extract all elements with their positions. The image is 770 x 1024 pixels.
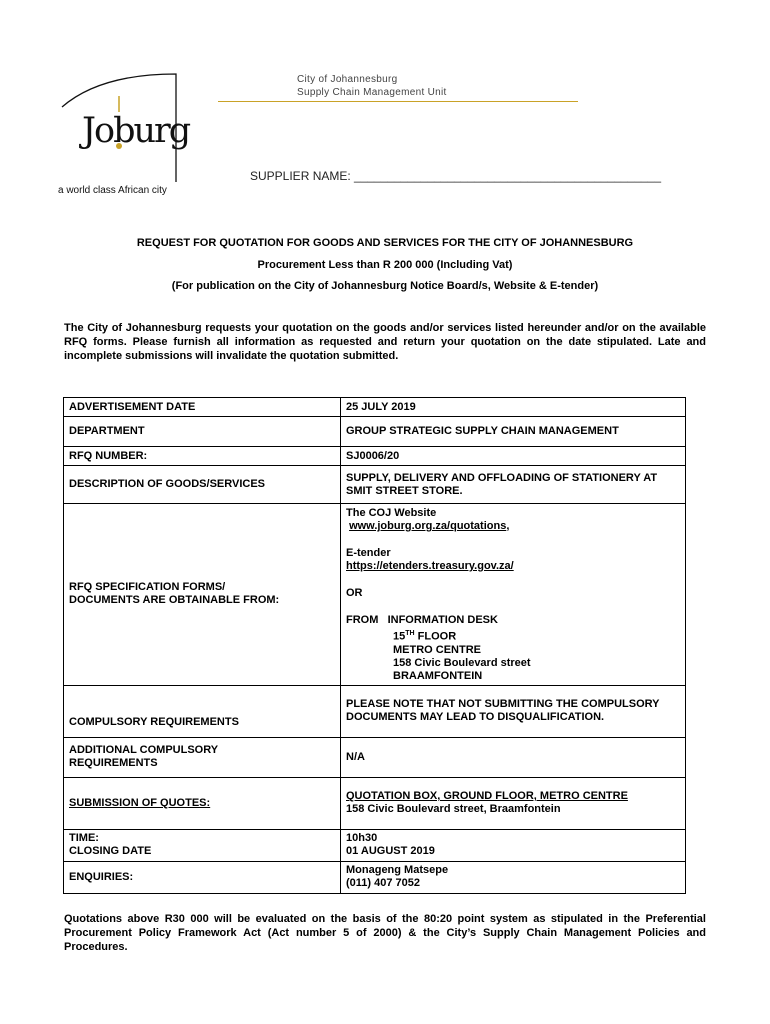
org-unit: Supply Chain Management Unit — [297, 87, 447, 98]
submission-line: 158 Civic Boulevard street, Braamfontein — [346, 803, 561, 816]
additional-label — [64, 737, 341, 777]
website-label: The COJ Website — [346, 507, 437, 519]
rfq-number-value: SJ0006/20 — [341, 447, 686, 466]
table-row — [64, 829, 686, 861]
header-rule — [218, 101, 578, 102]
table-row — [64, 466, 686, 504]
enquiries-contact: Monageng Matsepe — [346, 864, 449, 877]
advert-date-label: ADVERTISEMENT DATE — [64, 398, 341, 417]
table-row — [64, 504, 686, 686]
additional-label-line: REQUIREMENTS — [69, 757, 158, 770]
address-line: METRO CENTRE — [393, 643, 481, 656]
address-line: BRAAMFONTEIN — [393, 669, 483, 682]
description-label: DESCRIPTION OF GOODS/SERVICES — [64, 466, 341, 504]
etender-link[interactable]: https://etenders.treasury.gov.za/ — [346, 560, 514, 572]
closing-date: 01 AUGUST 2019 — [346, 845, 435, 858]
closing-time: 10h30 — [346, 832, 378, 845]
publication-note: (For publication on the City of Johannesburg Notice Board/s, Website & E-tender) — [171, 280, 599, 292]
submission-value — [341, 777, 686, 829]
submission-line: QUOTATION BOX, GROUND FLOOR, METRO CENTRE — [346, 790, 628, 803]
compulsory-value: PLEASE NOTE THAT NOT SUBMITTING THE COMPULSORY DOCUMENTS MAY LEAD TO DISQUALIFICATION. — [341, 685, 686, 737]
table-row — [64, 685, 686, 737]
org-name: City of Johannesburg — [297, 74, 398, 85]
spec-forms-label — [64, 504, 341, 686]
table-row — [64, 737, 686, 777]
document-title: REQUEST FOR QUOTATION FOR GOODS AND SERVICES FOR THE CITY OF JOHANNESBURG — [136, 237, 634, 249]
org-header — [297, 73, 447, 99]
address-line: 158 Civic Boulevard street — [393, 656, 531, 669]
additional-label-line: ADDITIONAL COMPULSORY — [69, 744, 219, 757]
time-value — [341, 829, 686, 861]
footer-paragraph: Quotations above R30 000 will be evaluated on the basis of the 80:20 point system as stipulated in the Preferential Procurement Policy Framework Act (Act number 5 of 2000) & the City’s Supply Chain Management Policies and Procedures. — [64, 913, 706, 953]
address-line: 15TH FLOOR — [393, 630, 457, 643]
spec-forms-value — [341, 504, 686, 686]
coj-website-link[interactable]: www.joburg.org.za/quotations — [349, 520, 507, 532]
table-row — [64, 777, 686, 829]
comma: , — [506, 520, 510, 532]
document-subtitle: Procurement Less than R 200 000 (Including Vat) — [257, 259, 513, 271]
spec-forms-label-line: DOCUMENTS ARE OBTAINABLE FROM: — [69, 594, 280, 607]
rfq-details-table — [63, 397, 686, 894]
rfq-number-label: RFQ NUMBER: — [64, 447, 341, 466]
department-value: GROUP STRATEGIC SUPPLY CHAIN MANAGEMENT — [341, 417, 686, 447]
from-label: FROM — [346, 614, 379, 626]
department-label: DEPARTMENT — [64, 417, 341, 447]
time-label-line: TIME: — [69, 832, 99, 845]
description-value: SUPPLY, DELIVERY AND OFFLOADING OF STATIONERY AT SMIT STREET STORE. — [341, 466, 686, 504]
address-line: INFORMATION DESK — [387, 614, 498, 626]
enquiries-value — [341, 861, 686, 893]
enquiries-label: ENQUIRIES: — [64, 861, 341, 893]
spec-forms-label-line: RFQ SPECIFICATION FORMS/ — [69, 581, 226, 594]
joburg-logo: Joburg — [82, 111, 190, 151]
supplier-name-field: SUPPLIER NAME: ______________________________________________ — [250, 169, 662, 183]
etender-label: E-tender — [346, 547, 391, 559]
logo-tagline: a world class African city — [58, 185, 167, 196]
table-row — [64, 417, 686, 447]
intro-paragraph: The City of Johannesburg requests your quotation on the goods and/or services listed hereunder and/or on the available RFQ forms. Please furnish all information as requested and return your quotation on the date stipulated. Late and incomplete submissions will invalidate the quotation submitted. — [64, 322, 706, 362]
closing-date-label: CLOSING DATE — [69, 845, 152, 858]
time-label — [64, 829, 341, 861]
or-label: OR — [346, 587, 363, 599]
additional-value: N/A — [341, 737, 686, 777]
table-row — [64, 398, 686, 417]
table-row — [64, 861, 686, 893]
table-row — [64, 447, 686, 466]
submission-label: SUBMISSION OF QUOTES: — [64, 777, 341, 829]
enquiries-phone: (011) 407 7052 — [346, 877, 421, 890]
advert-date-value: 25 JULY 2019 — [341, 398, 686, 417]
compulsory-label: COMPULSORY REQUIREMENTS — [64, 685, 341, 737]
